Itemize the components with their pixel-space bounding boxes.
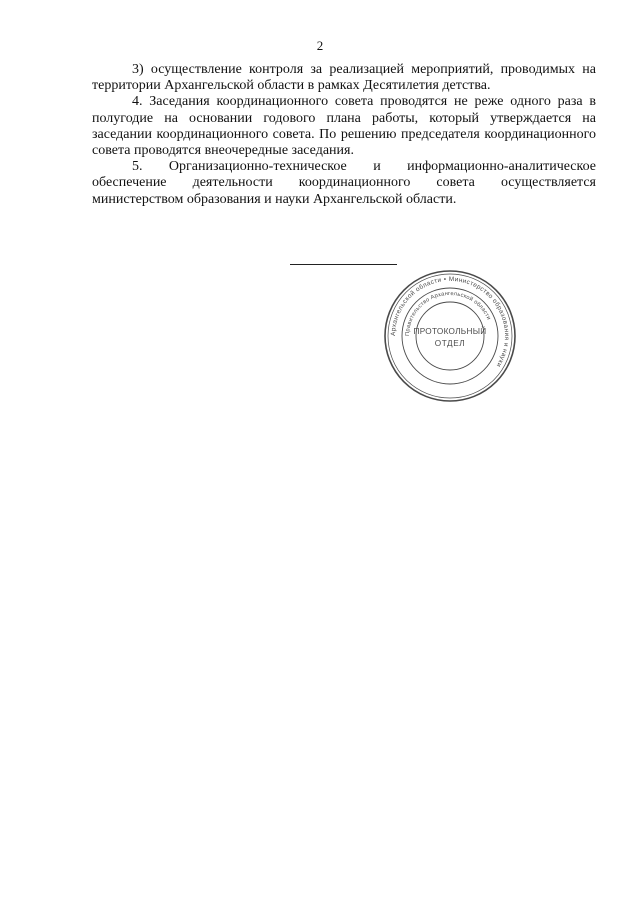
separator-line (290, 264, 397, 265)
paragraph-item-5: 5. Организационно-техническое и информационно-аналитическое обеспечение деятельности координационного совета осуществляется министерством образования и науки Архангельской области. (92, 159, 596, 207)
protocol-department-seal (382, 268, 518, 404)
seal-outer-ring-text: Архангельской области • Министерство образования и науки (389, 275, 511, 369)
seal-center-line-2: ОТДЕЛ (434, 339, 466, 348)
seal-center-line-1: ПРОТОКОЛЬНЫЙ (413, 327, 487, 336)
paragraph-item-3: 3) осуществление контроля за реализацией мероприятий, проводимых на территории Архангельской области в рамках Десятилетия детства. (92, 62, 596, 94)
paragraph-item-4: 4. Заседания координационного совета проводятся не реже одного раза в полугодие на основании годового плана работы, который утверждается на заседании координационного совета. По решению председателя координационного совета проводятся внеочередные заседания. (92, 94, 596, 159)
seal-graphic (382, 268, 518, 404)
page-number: 2 (316, 38, 324, 53)
document-body (92, 62, 596, 208)
seal-inner-ring-text: Правительство Архангельской области (404, 290, 492, 337)
